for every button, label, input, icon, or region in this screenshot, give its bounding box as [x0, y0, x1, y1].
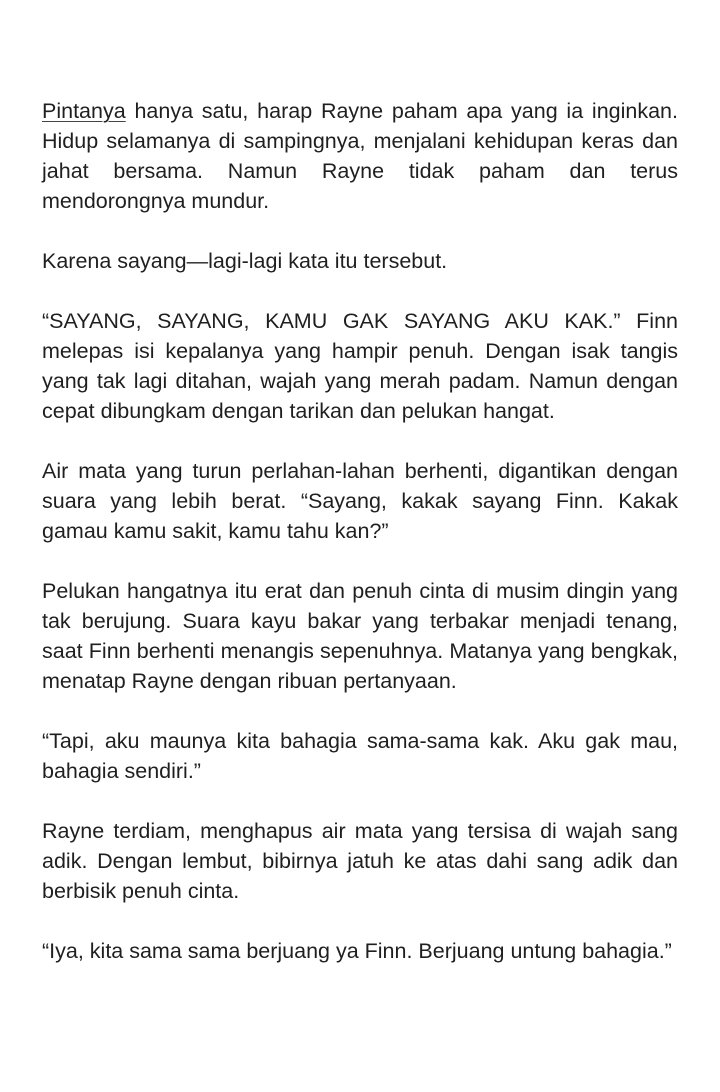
underlined-lead-word: Pintanya	[42, 99, 126, 123]
paragraph-6: “Tapi, aku maunya kita bahagia sama-sama kak. Aku gak mau, bahagia sendiri.”	[42, 729, 678, 783]
paragraph-1	[42, 96, 678, 216]
paragraph-8: “Iya, kita sama sama berjuang ya Finn. Berjuang untung bahagia.”	[42, 939, 672, 963]
paragraph-2: Karena sayang—lagi-lagi kata itu tersebut.	[42, 249, 448, 273]
paragraph-1-text: hanya satu, harap Rayne paham apa yang ia inginkan. Hidup selamanya di sampingnya, menjalani kehidupan keras dan jahat bersama. Namun Rayne tidak paham dan terus mendorongnya mundur.	[42, 99, 678, 213]
paragraph-3: “SAYANG, SAYANG, KAMU GAK SAYANG AKU KAK.” Finn melepas isi kepalanya yang hampir penuh. Dengan isak tangis yang tak lagi ditahan, wajah yang merah padam. Namun dengan cepat dibungkam dengan tarikan dan pelukan hangat.	[42, 309, 678, 423]
paragraph-5: Pelukan hangatnya itu erat dan penuh cinta di musim dingin yang tak berujung. Suara kayu bakar yang terbakar menjadi tenang, saat Finn berhenti menangis sepenuhnya. Matanya yang bengkak, menatap Rayne dengan ribuan pertanyaan.	[42, 579, 678, 693]
story-text	[42, 96, 678, 966]
paragraph-7: Rayne terdiam, menghapus air mata yang tersisa di wajah sang adik. Dengan lembut, bibirnya jatuh ke atas dahi sang adik dan berbisik penuh cinta.	[42, 819, 678, 903]
paragraph-4: Air mata yang turun perlahan-lahan berhenti, digantikan dengan suara yang lebih berat. “Sayang, kakak sayang Finn. Kakak gamau kamu sakit, kamu tahu kan?”	[42, 459, 678, 543]
